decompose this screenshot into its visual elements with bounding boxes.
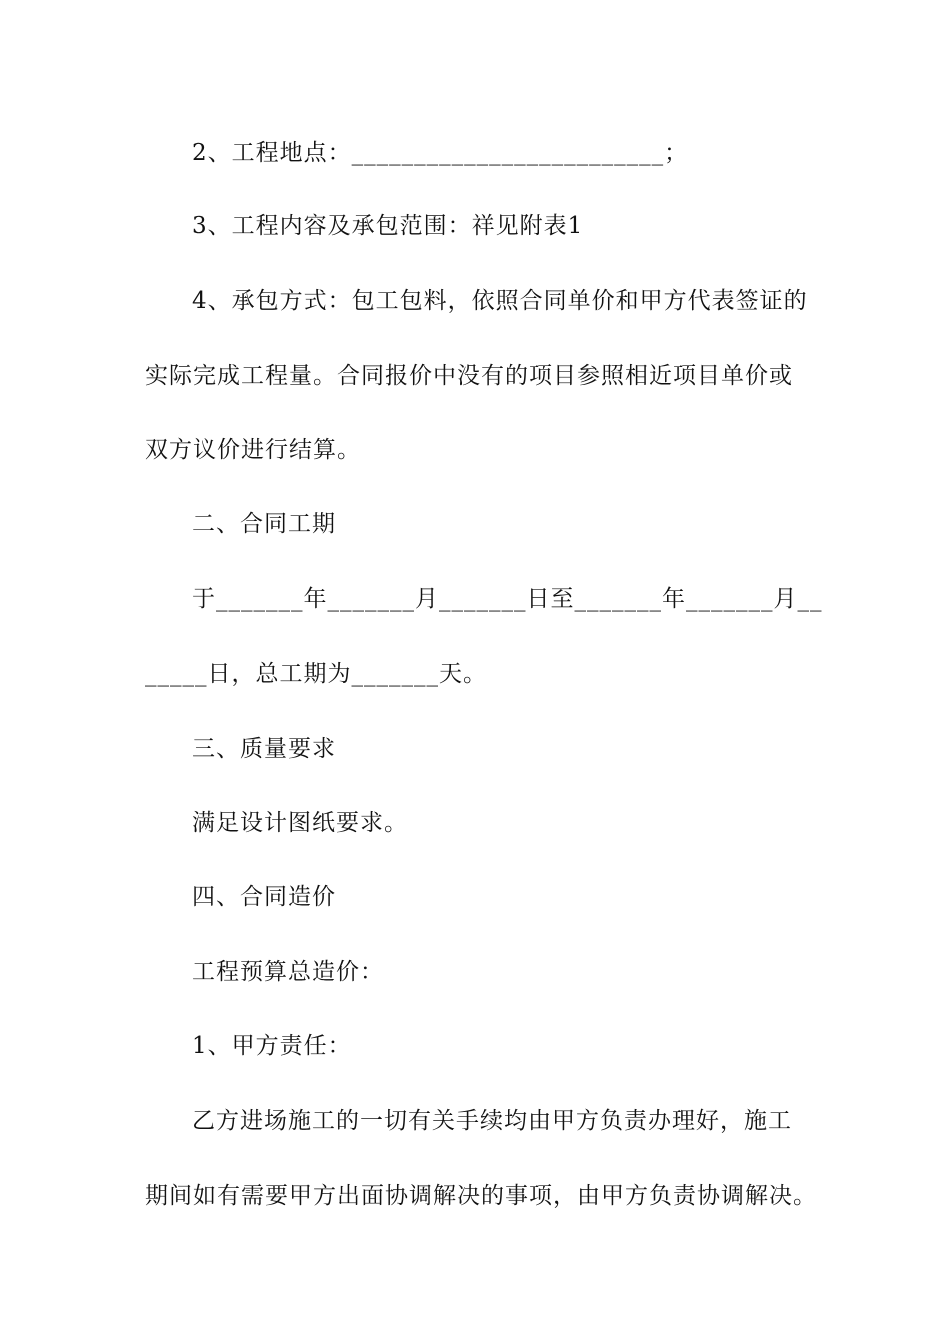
section-heading-quality: 三、质量要求 (192, 736, 336, 762)
paragraph-contract-method: 4、承包方式：包工包料，依照合同单价和甲方代表签证的 (192, 288, 808, 314)
paragraph-quality: 满足设计图纸要求。 (192, 810, 408, 836)
paragraph-contract-dates: 于_______年_______月_______日至_______年_______月__ (192, 586, 823, 612)
paragraph-party-a-detail: 乙方进场施工的一切有关手续均由甲方负责办理好，施工 (192, 1108, 792, 1134)
paragraph-total-price: 工程预算总造价： (192, 959, 384, 985)
paragraph-contract-dates-cont: _____日，总工期为_______天。 (145, 661, 487, 687)
paragraph-project-location: 2、工程地点：_________________________； (192, 140, 689, 166)
section-heading-contract-period: 二、合同工期 (192, 511, 336, 537)
paragraph-project-scope: 3、工程内容及承包范围：祥见附表1 (192, 213, 584, 239)
paragraph-contract-method-cont1: 实际完成工程量。合同报价中没有的项目参照相近项目单价或 (145, 363, 793, 389)
section-heading-contract-price: 四、合同造价 (192, 884, 336, 910)
paragraph-party-a-detail-cont: 期间如有需要甲方出面协调解决的事项，由甲方负责协调解决。 (145, 1183, 817, 1209)
paragraph-party-a-duty: 1、甲方责任： (192, 1033, 352, 1059)
paragraph-contract-method-cont2: 双方议价进行结算。 (145, 437, 361, 463)
